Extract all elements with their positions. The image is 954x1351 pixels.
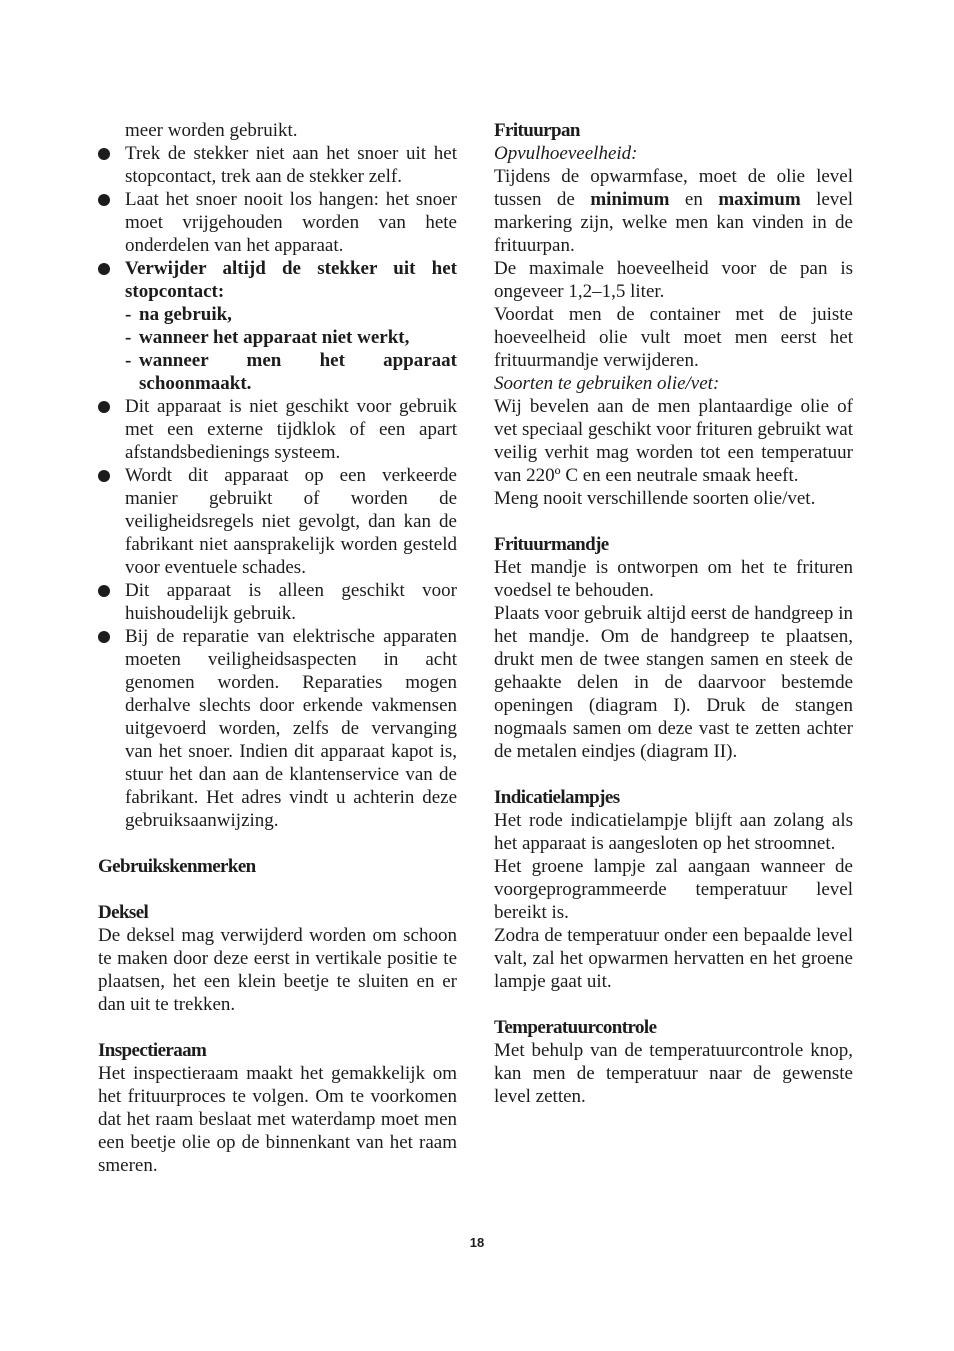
text-span: level markering zijn, welke men kan vinden in de frituurpan. xyxy=(494,189,853,256)
text-span: en xyxy=(669,189,719,210)
sub-item: - na gebruik, xyxy=(98,303,457,326)
bullet-item: Trek de stekker niet aan het snoer uit het stopcontact, trek aan de stekker zelf. xyxy=(98,142,457,188)
indicatielampjes-heading: Indicatielampjes xyxy=(494,787,620,808)
inspectieraam-heading: Inspectieraam xyxy=(98,1040,207,1061)
indicatielampjes-paragraph: Het groene lampje zal aangaan wanneer de voorgeprogrammeerde temperatuur level bereikt is. xyxy=(494,856,853,923)
frituurpan-paragraph: Meng nooit verschillende soorten olie/vet. xyxy=(494,488,816,509)
bullet-item: Dit apparaat is niet geschikt voor gebruik met een externe tijdklok of een apart afstandsbedienings systeem. xyxy=(98,395,457,464)
opvulhoeveelheid-subheading: Opvulhoeveelheid: xyxy=(494,143,638,164)
bullet-item: Wordt dit apparaat op een verkeerde manier gebruikt of worden de veiligheidsregels niet gevolgt, dan kan de fabrikant niet aansprakelijk worden gesteld voor eventuele schades. xyxy=(98,464,457,579)
bullet-item: Dit apparaat is alleen geschikt voor huishoudelijk gebruik. xyxy=(98,579,457,625)
frituurpan-paragraph: Voordat men de container met de juiste hoeveelheid olie vult moet men eerst het frituurmandje verwijderen. xyxy=(494,304,853,371)
bullet-item-unplug: Verwijder altijd de stekker uit het stopcontact: xyxy=(98,257,457,303)
left-column xyxy=(98,119,457,1177)
frituurpan-heading: Frituurpan xyxy=(494,120,580,141)
inspectieraam-text: Het inspectieraam maakt het gemakkelijk om het frituurproces te volgen. Om te voorkomen dat het raam beslaat met waterdamp moet men een beetje olie op de binnenkant van het raam smeren. xyxy=(98,1063,457,1176)
frituurmandje-paragraph: Plaats voor gebruik altijd eerst de handgreep in het mandje. Om de handgreep te plaatsen, drukt men de twee stangen samen en steek de gehaakte delen in de daarvoor bestemde openingen (diagram I). Druk de stangen nogmaals samen om deze vast te zetten achter de metalen eindjes (diagram II). xyxy=(494,603,853,762)
minimum-label: minimum xyxy=(590,189,670,210)
sub-item: - wanneer het apparaat niet werkt, xyxy=(98,326,457,349)
deksel-text: De deksel mag verwijderd worden om schoon te maken door deze eerst in vertikale positie te plaatsen, het een klein beetje te sluiten en er dan uit te trekken. xyxy=(98,925,457,1015)
section-title: Gebruikskenmerken xyxy=(98,856,256,877)
right-column xyxy=(494,119,853,1108)
frituurmandje-heading: Frituurmandje xyxy=(494,534,609,555)
intro-continuation: meer worden gebruikt. xyxy=(125,120,298,141)
temperatuurcontrole-heading: Temperatuurcontrole xyxy=(494,1017,657,1038)
frituurpan-paragraph xyxy=(494,165,853,257)
frituurpan-paragraph: Wij bevelen aan de men plantaardige olie of vet speciaal geschikt voor frituren gebruikt wat veilig verhit mag worden tot een temperatuur van 220º C en een neutrale smaak heeft. xyxy=(494,396,853,486)
deksel-heading: Deksel xyxy=(98,902,149,923)
page-number: 18 xyxy=(469,1235,485,1250)
bullet-item: Bij de reparatie van elektrische apparaten moeten veiligheidsaspecten in acht genomen worden. Reparaties mogen derhalve slechts door erkende vakmensen uitgevoerd worden, zelfs de vervanging van het snoer. Indien dit apparaat kapot is, stuur het dan aan de klantenservice van de fabrikant. Het adres vindt u achterin deze gebruiksaanwijzing. xyxy=(98,625,457,832)
olie-soorten-subheading: Soorten te gebruiken olie/vet: xyxy=(494,373,720,394)
indicatielampjes-paragraph: Het rode indicatielampje blijft aan zolang als het apparaat is aangesloten op het stroomnet. xyxy=(494,810,853,854)
text-span: Tijdens de opwarmfase, moet de olie level tussen de xyxy=(494,166,853,210)
maximum-label: maximum xyxy=(718,189,801,210)
sub-item: - wanneer men het apparaat schoonmaakt. xyxy=(98,349,457,395)
frituurpan-paragraph: De maximale hoeveelheid voor de pan is ongeveer 1,2–1,5 liter. xyxy=(494,258,853,302)
indicatielampjes-paragraph: Zodra de temperatuur onder een bepaalde level valt, zal het opwarmen hervatten en het groene lampje gaat uit. xyxy=(494,925,853,992)
bullet-item: Laat het snoer nooit los hangen: het snoer moet vrijgehouden worden van hete onderdelen van het apparaat. xyxy=(98,188,457,257)
frituurmandje-paragraph: Het mandje is ontworpen om het te frituren voedsel te behouden. xyxy=(494,557,853,601)
temperatuurcontrole-paragraph: Met behulp van de temperatuurcontrole knop, kan men de temperatuur naar de gewenste level zetten. xyxy=(494,1040,853,1107)
